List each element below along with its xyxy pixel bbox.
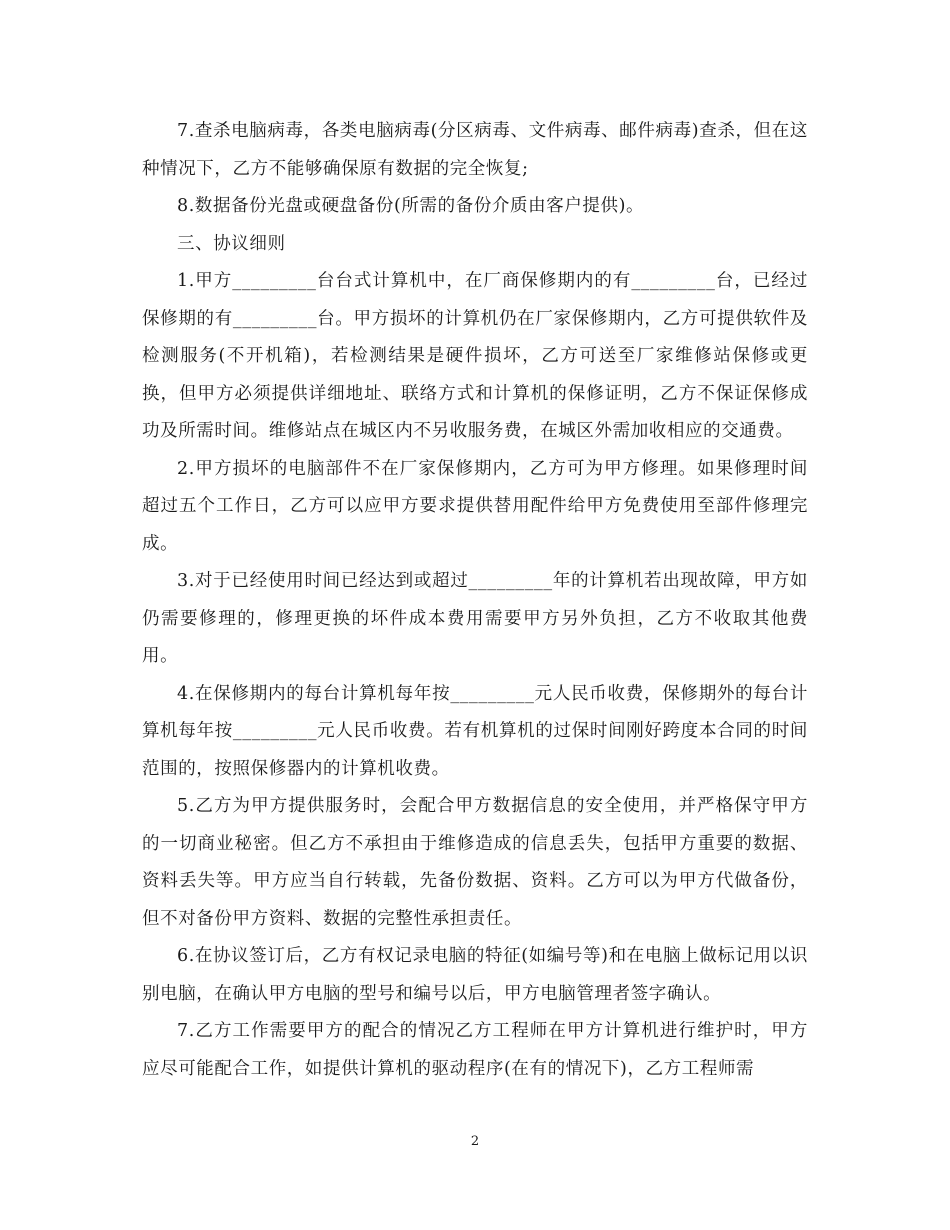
paragraph-clause-3: 3.对于已经使用时间已经达到或超过_________年的计算机若出现故障，甲方如仍需要修理的，修理更换的坏件成本费用需要甲方另外负担，乙方不收取其他费用。 <box>142 571 808 666</box>
paragraph-item-8-backup: 8.数据备份光盘或硬盘备份(所需的备份介质由客户提供)。 <box>177 196 645 216</box>
paragraph-clause-2: 2.甲方损坏的电脑部件不在厂家保修期内，乙方可为甲方修理。如果修理时间超过五个工作日，乙方可以应甲方要求提供替用配件给甲方免费使用至部件修理完成。 <box>142 458 808 554</box>
body-text <box>142 113 808 1088</box>
paragraph-clause-4: 4.在保修期内的每台计算机每年按_________元人民币收费，保修期外的每台计算机每年按_________元人民币收费。若有机算机的过保时间刚好跨度本合同的时间范围的，按照保修器内的计算机收费。 <box>142 683 808 779</box>
section-heading-agreement-details: 三、协议细则 <box>177 233 286 254</box>
paragraph-clause-6: 6.在协议签订后，乙方有权记录电脑的特征(如编号等)和在电脑上做标记用以识别电脑，在确认甲方电脑的型号和编号以后，甲方电脑管理者签字确认。 <box>142 946 808 1004</box>
paragraph-clause-1: 1.甲方_________台台式计算机中，在厂商保修期内的有_________台，已经过保修期的有_________台。甲方损坏的计算机仍在厂家保修期内，乙方可提供软件及检测服务(不开机箱)，若检测结果是硬件损坏，乙方可送至厂家维修站保修或更换，但甲方必须提供详细地址、联络方式和计算机的保修证明，乙方不保证保修成功及所需时间。维修站点在城区内不另收服务费，在城区外需加收相应的交通费。 <box>142 271 808 441</box>
paragraph-item-7-antivirus: 7.查杀电脑病毒，各类电脑病毒(分区病毒、文件病毒、邮件病毒)查杀，但在这种情况下，乙方不能够确保原有数据的完全恢复; <box>142 121 808 179</box>
paragraph-clause-5: 5.乙方为甲方提供服务时，会配合甲方数据信息的安全使用，并严格保守甲方的一切商业秘密。但乙方不承担由于维修造成的信息丢失，包括甲方重要的数据、资料丢失等。甲方应当自行转载，先备份数据、资料。乙方可以为甲方代做备份，但不对备份甲方资料、数据的完整性承担责任。 <box>142 796 808 929</box>
page-number: 2 <box>470 1134 480 1149</box>
paragraph-clause-7: 7.乙方工作需要甲方的配合的情况乙方工程师在甲方计算机进行维护时，甲方应尽可能配合工作，如提供计算机的驱动程序(在有的情况下)，乙方工程师需 <box>142 1021 808 1079</box>
